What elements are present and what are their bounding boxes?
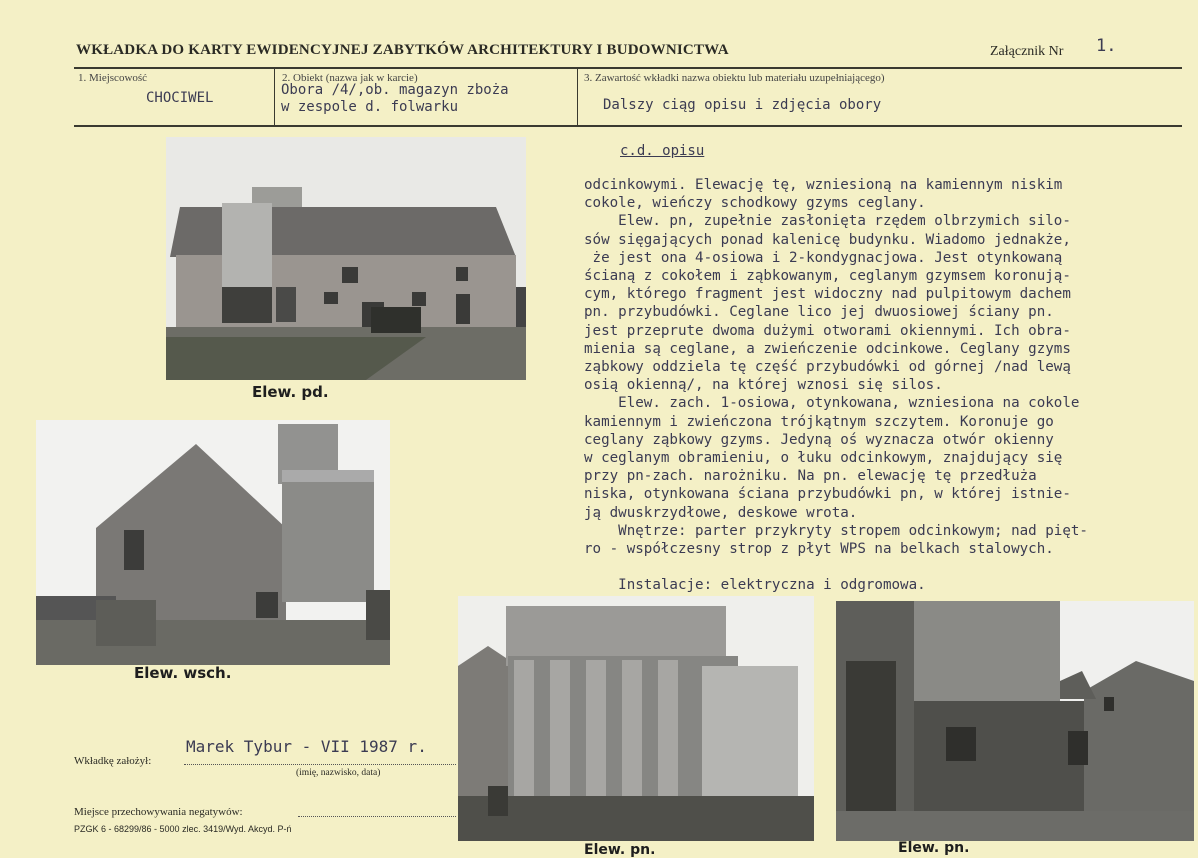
photo-east-elevation xyxy=(36,420,390,665)
description-line: Instalacje: elektryczna i odgromowa. xyxy=(584,577,926,594)
header-rule-bottom xyxy=(74,125,1182,127)
contents-label: 3. Zawartość wkładki nazwa obiektu lub materiału uzupełniającego) xyxy=(584,72,885,84)
print-info: PZGK 6 - 68299/86 - 5000 zlec. 3419/Wyd. Akcyd. P-ń xyxy=(74,824,292,834)
header-divider-2 xyxy=(577,69,578,125)
photo-south-elevation xyxy=(166,137,526,380)
description-line: przy pn-zach. narożniku. Na pn. elewację tę przedłuża xyxy=(584,468,1037,485)
caption-north-elevation-2: Elew. pn. xyxy=(898,840,970,856)
description-line: mienia są ceglane, a zwieńczenie odcinkowe. Ceglany gzyms xyxy=(584,340,1071,357)
description-line: Elew. pn, zupełnie zasłonięta rzędem olbrzymich silo- xyxy=(584,213,1071,230)
object-label: 2. Obiekt (nazwa jak w karcie) xyxy=(282,72,418,84)
photo-north-elevation-silos xyxy=(458,596,814,841)
description-line: niska, otynkowana ściana przybudówki pn, w której istnie- xyxy=(584,486,1071,503)
photo-north-elevation-annex xyxy=(836,601,1194,841)
description-line: Wnętrze: parter przykryty stropem odcinkowym; nad pięt- xyxy=(584,522,1088,539)
description-line: odcinkowymi. Elewację tę, wzniesioną na kamiennym niskim xyxy=(584,177,1063,193)
caption-east-elevation: Elew. wsch. xyxy=(134,664,232,682)
description-line: że jest ona 4-osiowa i 2-kondygnacjowa. Jest otynkowaną xyxy=(584,249,1063,266)
caption-south-elevation: Elew. pd. xyxy=(252,383,329,401)
header-divider-1 xyxy=(274,69,275,125)
description-line: ją dwuskrzydłowe, deskowe wrota. xyxy=(584,504,858,521)
negatives-label: Miejsce przechowywania negatywów: xyxy=(74,806,243,818)
caption-north-elevation-1: Elew. pn. xyxy=(584,842,656,858)
description-line: ząbkowy oddziela tę część przybudówki od górnej /nad lewą xyxy=(584,359,1071,376)
locality-label: 1. Miejscowość xyxy=(78,72,148,84)
author-label: Wkładkę założył: xyxy=(74,755,152,767)
description-line: cym, którego fragment jest widoczny nad pulpitowym dachem xyxy=(584,286,1071,303)
description-line: Elew. zach. 1-osiowa, otynkowana, wzniesiona na cokole xyxy=(584,395,1080,412)
description-line: kamiennym i zwieńczona trójkątnym szczytem. Koronuje go xyxy=(584,413,1054,430)
description-line: w ceglanym obramieniu, o łuku odcinkowym, znajdujący się xyxy=(584,450,1063,467)
description-line: pn. przybudówki. Ceglane lico jej dwuosiowej ściany pn. xyxy=(584,304,1054,321)
object-value-line2: w zespole d. folwarku xyxy=(281,99,459,115)
header-rule-top xyxy=(74,67,1182,69)
locality-value: CHOCIWEL xyxy=(146,90,214,106)
description-line: jest przeprute dwoma dużymi otworami okiennymi. Ich obra- xyxy=(584,322,1071,339)
description-line: cokole, wieńczy schodkowy gzyms ceglany. xyxy=(584,195,926,212)
author-value: Marek Tybur - VII 1987 r. xyxy=(186,737,427,756)
annex-number: 1. xyxy=(1096,36,1117,56)
description-line: osią okienną/, na której wznosi się silos. xyxy=(584,377,943,394)
negatives-dotline xyxy=(298,816,456,817)
contents-value: Dalszy ciąg opisu i zdjęcia obory xyxy=(603,97,882,113)
description-line: ścianą z cokołem i ząbkowanym, ceglanym gzymsem koronują- xyxy=(584,268,1071,285)
description-line xyxy=(584,558,1184,576)
form-title: WKŁADKA DO KARTY EWIDENCYJNEJ ZABYTKÓW ARCHITEKTURY I BUDOWNICTWA xyxy=(76,42,729,58)
author-hint: (imię, nazwisko, data) xyxy=(296,768,381,778)
description-line: sów sięgających ponad kalenicę budynku. Wiadomo jednakże, xyxy=(584,231,1071,248)
annex-label: Załącznik Nr xyxy=(990,44,1064,59)
description-line: ro - współczesny strop z płyt WPS na belkach stalowych. xyxy=(584,541,1054,558)
description-heading: c.d. opisu xyxy=(620,143,705,159)
object-value-line1: Obora /4/,ob. magazyn zboża xyxy=(281,82,509,98)
description-text xyxy=(584,176,1184,595)
description-line: ceglany ząbkowy gzyms. Jedyną oś wyznacza otwór okienny xyxy=(584,431,1054,448)
author-dotline xyxy=(184,764,456,765)
